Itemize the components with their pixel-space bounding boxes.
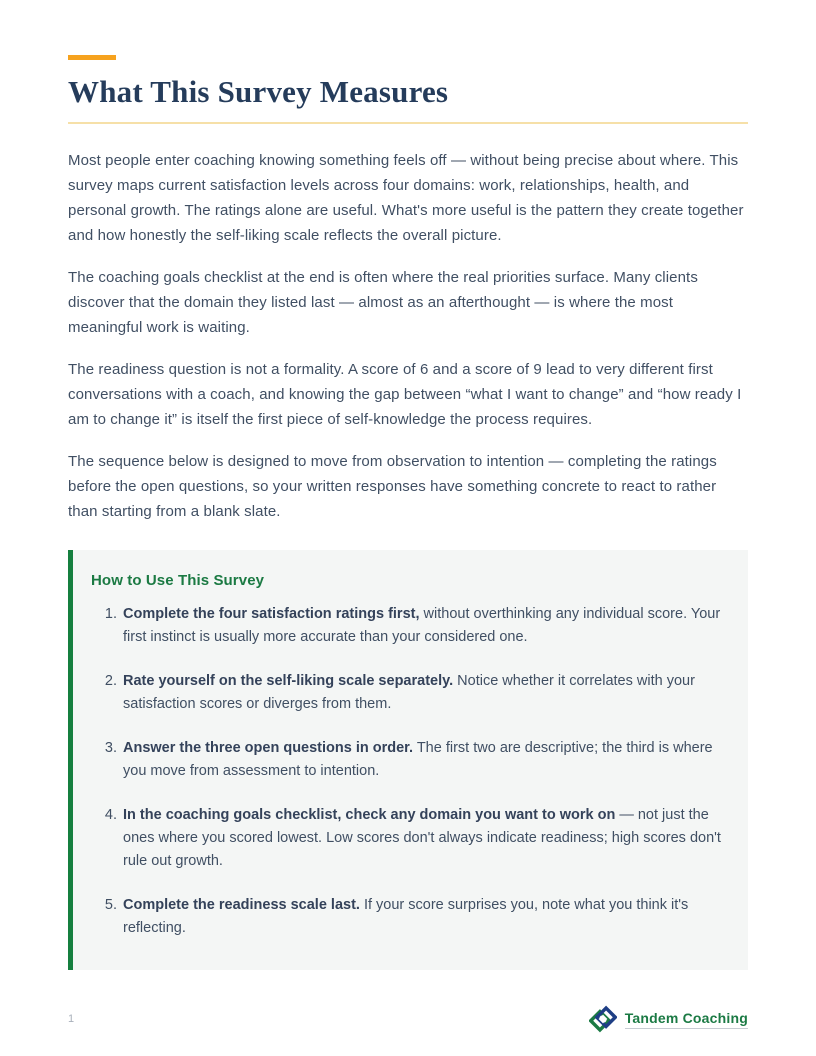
list-item-rest: The first two are descriptive; the third is where you move from assessment to intention. — [123, 740, 713, 779]
list-item-rest: — not just the ones where you scored lowest. Low scores don't always indicate readiness; high scores don't rule out growth. — [123, 807, 721, 869]
list-item-lead: Rate yourself on the self-liking scale separately. — [123, 673, 454, 689]
list-item-lead: Complete the four satisfaction ratings first, — [123, 606, 420, 622]
list-item-rest: without overthinking any individual score. Your first instinct is usually more accurate than your considered one. — [123, 606, 721, 645]
how-to-use-callout-box — [68, 550, 748, 970]
list-item-rest: Notice whether it correlates with your satisfaction scores or diverges from them. — [123, 673, 695, 712]
intro-paragraph: The readiness question is not a formality. A score of 6 and a score of 9 lead to very different first conversations with a coach, and knowing the gap between “what I want to change” and “how ready I am to change it” is itself the first piece of self-knowledge the process requires. — [68, 361, 742, 428]
title-underline-rule — [68, 122, 748, 124]
page-content — [68, 0, 748, 970]
list-item-lead: In the coaching goals checklist, check any domain you want to work on — [123, 807, 616, 823]
tandem-diamonds-icon — [589, 1005, 617, 1033]
title-accent-bar — [68, 55, 116, 60]
list-item-rest: If your score surprises you, note what you think it's reflecting. — [123, 897, 689, 936]
page-number: 1 — [68, 1013, 75, 1025]
page-title: What This Survey Measures — [68, 74, 449, 109]
tandem-coaching-logo — [589, 1005, 748, 1033]
list-item — [121, 804, 724, 873]
intro-paragraph: The sequence below is designed to move from observation to intention — completing the ratings before the open questions, so your written responses have something concrete to react to rather than starting from a blank slate. — [68, 453, 717, 520]
list-item-lead: Complete the readiness scale last. — [123, 897, 360, 913]
list-item — [121, 737, 724, 783]
logo-text: Tandem Coaching — [625, 1010, 748, 1029]
page-footer — [68, 1005, 748, 1033]
intro-paragraph: The coaching goals checklist at the end is often where the real priorities surface. Many clients discover that the domain they listed last — almost as an afterthought — is where the most meaningful work is waiting. — [68, 269, 698, 336]
callout-instruction-list — [91, 603, 724, 940]
list-item — [121, 603, 724, 649]
list-item — [121, 670, 724, 716]
list-item — [121, 894, 724, 940]
callout-heading: How to Use This Survey — [91, 572, 265, 589]
list-item-lead: Answer the three open questions in order. — [123, 740, 414, 756]
intro-paragraph: Most people enter coaching knowing something feels off — without being precise about where. This survey maps current satisfaction levels across four domains: work, relationships, health, and personal growth. The ratings alone are useful. What's more useful is the pattern they create together and how honestly the self-liking scale reflects the overall picture. — [68, 152, 744, 244]
